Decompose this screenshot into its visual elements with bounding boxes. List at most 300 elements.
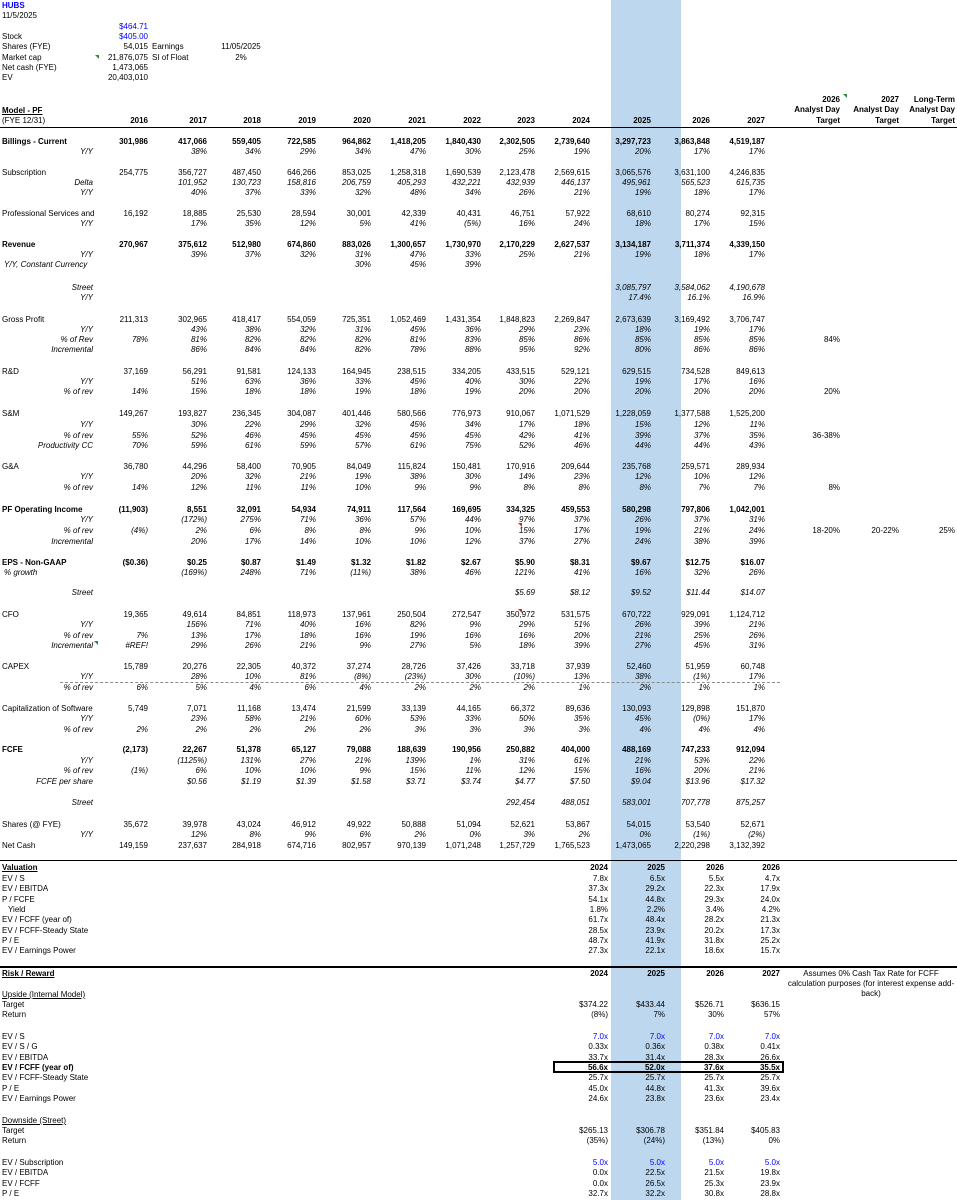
data-cell[interactable]: 37% [693,515,710,524]
data-cell[interactable]: 3% [578,725,590,734]
data-cell[interactable]: 37,426 [456,662,481,671]
data-cell[interactable]: 52% [518,441,535,450]
data-cell[interactable]: 1,300,657 [390,240,426,249]
data-cell[interactable]: 32% [244,472,261,481]
down-multiple-cell[interactable]: 25.3x [704,1178,724,1188]
data-cell[interactable]: 80,274 [685,209,710,218]
data-cell[interactable]: 18% [299,631,316,640]
data-cell[interactable]: 92% [573,345,590,354]
valuation-cell[interactable]: 6.5x [649,874,665,883]
data-cell[interactable]: 418,417 [232,315,261,324]
data-cell[interactable]: 16,192 [123,209,148,218]
data-cell[interactable]: 27% [573,537,590,546]
data-cell[interactable]: 1,525,200 [729,409,765,418]
data-cell[interactable]: 44% [464,515,481,524]
data-cell[interactable]: 30% [464,472,481,481]
data-cell[interactable]: 34% [244,147,261,156]
data-cell[interactable]: 4% [639,725,651,734]
data-cell[interactable]: 270,967 [119,240,148,249]
data-cell[interactable]: 39% [748,537,765,546]
valuation-cell[interactable]: 48.7x [588,935,608,945]
data-cell[interactable]: 82% [354,335,371,344]
data-cell[interactable]: 272,547 [452,610,481,619]
data-cell[interactable]: 248% [240,568,261,577]
data-cell[interactable]: 4% [359,683,371,692]
valuation-cell[interactable]: 5.5x [708,874,724,883]
data-cell[interactable]: 31% [748,641,765,650]
data-cell[interactable]: 20% [693,766,710,775]
data-cell[interactable]: 37% [244,250,261,259]
data-cell[interactable]: 2% [469,683,481,692]
data-cell[interactable]: 1% [753,683,765,692]
data-cell[interactable]: (169%) [181,568,207,577]
data-cell[interactable]: 51,378 [236,745,261,754]
data-cell[interactable]: 32% [299,250,316,259]
data-cell[interactable]: 121% [514,568,535,577]
data-cell[interactable]: 49,614 [182,610,207,619]
data-cell[interactable]: 18% [693,250,710,259]
data-cell[interactable]: 39,978 [182,820,207,829]
data-cell[interactable]: 284,918 [232,841,261,850]
data-cell[interactable]: 3,584,062 [674,283,710,292]
data-cell[interactable]: 15% [573,766,590,775]
data-cell[interactable]: 254,775 [119,168,148,177]
data-cell[interactable]: 1,228,059 [615,409,651,418]
data-cell[interactable]: 24% [634,537,651,546]
data-cell[interactable]: 68,610 [626,209,651,218]
data-cell[interactable]: 488,169 [622,745,651,754]
valuation-cell[interactable]: 27.3x [588,946,608,956]
data-cell[interactable]: 405,293 [397,178,426,187]
down-multiple-cell[interactable]: 0.0x [592,1178,608,1188]
summary-value[interactable]: $405.00 [119,32,148,41]
data-cell[interactable]: 17% [748,250,765,259]
valuation-year[interactable]: 2024 [590,863,608,872]
data-cell[interactable]: $14.07 [740,588,765,597]
data-cell[interactable]: 44,165 [456,704,481,713]
data-cell[interactable]: 433,515 [506,367,535,376]
data-cell[interactable]: 2% [414,683,426,692]
data-cell[interactable]: 459,553 [561,505,590,514]
data-cell[interactable]: 22% [573,377,590,386]
data-cell[interactable]: 130,093 [622,704,651,713]
down-multiple-cell[interactable]: 22.5x [645,1168,665,1178]
data-cell[interactable]: $0.56 [186,777,207,786]
data-cell[interactable]: 21% [299,641,316,650]
data-cell[interactable]: ($0.36) [122,558,148,567]
year-header-cell[interactable]: 2021 [408,116,426,125]
data-cell[interactable]: 583,001 [622,798,651,807]
data-cell[interactable]: 0% [639,830,651,839]
data-cell[interactable]: 26% [634,515,651,524]
data-cell[interactable]: 54,934 [291,505,316,514]
data-cell[interactable]: 85% [634,335,651,344]
data-cell[interactable]: 46% [464,568,481,577]
valuation-cell[interactable]: 37.3x [588,884,608,894]
data-cell[interactable]: 18% [518,641,535,650]
valuation-cell[interactable]: 25.2x [760,935,780,945]
data-cell[interactable]: 9% [469,620,481,629]
data-cell[interactable]: 17% [748,672,765,681]
data-cell[interactable]: 22% [244,420,261,429]
data-cell[interactable]: 81% [299,672,316,681]
data-cell[interactable]: 101,952 [178,178,207,187]
valuation-cell[interactable]: 48.4x [645,915,665,925]
data-cell[interactable]: 12% [634,472,651,481]
data-cell[interactable]: 17% [244,537,261,546]
data-cell[interactable]: 301,986 [119,137,148,146]
data-cell[interactable]: 9% [414,526,426,535]
data-cell[interactable]: 2,627,537 [554,240,590,249]
data-cell[interactable]: 36% [354,515,371,524]
multiple-cell[interactable]: 39.6x [760,1083,780,1093]
multiple-cell[interactable]: 41.3x [704,1083,724,1093]
valuation-cell[interactable]: 28.2x [704,915,724,925]
data-cell[interactable]: 912,094 [736,745,765,754]
data-cell[interactable]: 3,085,797 [615,283,651,292]
data-cell[interactable]: 49,922 [346,820,371,829]
data-cell[interactable]: 43,024 [236,820,261,829]
data-cell[interactable]: 95% [518,345,535,354]
upside-cell[interactable]: 57% [763,1010,780,1019]
data-cell[interactable]: $0.25 [186,558,207,567]
multiple-cell[interactable]: 23.4x [760,1093,780,1103]
data-cell[interactable]: 89,636 [565,704,590,713]
data-cell[interactable]: 629,515 [622,367,651,376]
year-header-cell[interactable]: 2019 [298,116,316,125]
data-cell[interactable]: 158,816 [287,178,316,187]
data-cell[interactable]: 41% [573,431,590,440]
data-cell[interactable]: 211,313 [119,315,148,324]
data-cell[interactable]: 14% [131,483,148,492]
data-cell[interactable]: 51% [190,377,207,386]
data-cell[interactable]: 80% [634,345,651,354]
data-cell[interactable]: 302,965 [178,315,207,324]
ticker[interactable]: HUBS [2,1,25,10]
data-cell[interactable]: 9% [304,830,316,839]
data-cell[interactable]: 250,504 [397,610,426,619]
data-cell[interactable]: 29% [299,147,316,156]
data-cell[interactable]: 86% [190,345,207,354]
data-cell[interactable]: 71% [299,515,316,524]
data-cell[interactable]: $5.69 [514,588,535,597]
data-cell[interactable]: 27% [409,641,426,650]
year-header-cell[interactable]: 2022 [463,116,481,125]
data-cell[interactable]: 2% [639,683,651,692]
valuation-cell[interactable]: 22.3x [704,884,724,894]
data-cell[interactable]: 26% [634,620,651,629]
downside-cell[interactable]: $306.78 [636,1126,665,1135]
target-cell[interactable]: 20% [823,387,840,396]
data-cell[interactable]: 37% [693,431,710,440]
data-cell[interactable]: 70,905 [291,462,316,471]
data-cell[interactable]: 1,840,430 [445,137,481,146]
data-cell[interactable]: 37% [244,188,261,197]
data-cell[interactable]: 2,569,615 [554,168,590,177]
multiple-cell[interactable]: 26.6x [760,1052,780,1062]
data-cell[interactable]: 20% [573,631,590,640]
data-cell[interactable]: 86% [748,345,765,354]
data-cell[interactable]: 91,581 [236,367,261,376]
data-cell[interactable]: 30% [190,420,207,429]
data-cell[interactable]: 2% [304,725,316,734]
data-cell[interactable]: 85% [693,335,710,344]
data-cell[interactable]: 16% [518,219,535,228]
data-cell[interactable]: (1%) [693,672,710,681]
data-cell[interactable]: 83% [464,335,481,344]
data-cell[interactable]: 1,124,712 [729,610,765,619]
data-cell[interactable]: 17% [190,219,207,228]
data-cell[interactable]: 38% [409,568,426,577]
multiple-cell[interactable]: 45.0x [588,1083,608,1093]
data-cell[interactable]: 86% [693,345,710,354]
data-cell[interactable]: $2.67 [460,558,481,567]
data-cell[interactable]: 3,863,848 [674,137,710,146]
valuation-cell[interactable]: 23.9x [645,925,665,935]
data-cell[interactable]: 131% [240,756,261,765]
data-cell[interactable]: 21% [573,188,590,197]
data-cell[interactable]: 45% [409,377,426,386]
data-cell[interactable]: $17.32 [740,777,765,786]
data-cell[interactable]: $1.19 [240,777,261,786]
data-cell[interactable]: 375,612 [178,240,207,249]
data-cell[interactable]: 2% [414,830,426,839]
data-cell[interactable]: 41% [409,219,426,228]
data-cell[interactable]: 1,418,205 [390,137,426,146]
data-cell[interactable]: 28,726 [401,662,426,671]
data-cell[interactable]: 71% [244,620,261,629]
data-cell[interactable]: 529,121 [561,367,590,376]
data-cell[interactable]: 18% [634,219,651,228]
data-cell[interactable]: 3,631,100 [674,168,710,177]
data-cell[interactable]: 23% [573,472,590,481]
data-cell[interactable]: 802,957 [342,841,371,850]
multiple-cell[interactable]: 25.7x [704,1073,724,1083]
data-cell[interactable]: 39% [190,250,207,259]
valuation-year[interactable]: 2026 [706,863,724,872]
data-cell[interactable]: (11%) [350,568,371,577]
data-cell[interactable]: 10% [693,472,710,481]
data-cell[interactable]: 875,257 [736,798,765,807]
data-cell[interactable]: 14% [518,472,535,481]
data-cell[interactable]: 10% [464,526,481,535]
data-cell[interactable]: 17% [693,219,710,228]
data-cell[interactable]: $8.31 [569,558,590,567]
data-cell[interactable]: 31% [354,325,371,334]
data-cell[interactable]: 129,898 [681,704,710,713]
down-multiple-cell[interactable]: 5.0x [708,1158,724,1167]
year-header-cell[interactable]: 2025 [633,116,651,125]
data-cell[interactable]: $13.96 [685,777,710,786]
valuation-cell[interactable]: 41.9x [645,935,665,945]
data-cell[interactable]: 51,094 [456,820,481,829]
data-cell[interactable]: 45% [409,420,426,429]
data-cell[interactable]: 29% [518,620,535,629]
data-cell[interactable]: 27% [299,756,316,765]
valuation-cell[interactable]: 54.1x [588,894,608,904]
data-cell[interactable]: 59% [299,441,316,450]
data-cell[interactable]: 259,571 [681,462,710,471]
data-cell[interactable]: 11% [300,483,316,492]
data-cell[interactable]: 88% [464,345,481,354]
data-cell[interactable]: 33% [464,250,481,259]
data-cell[interactable]: 404,000 [561,745,590,754]
data-cell[interactable]: 45% [464,431,481,440]
data-cell[interactable]: 6% [359,830,371,839]
data-cell[interactable]: 30% [464,672,481,681]
down-multiple-cell[interactable]: 5.0x [764,1158,780,1167]
data-cell[interactable]: $9.67 [630,558,651,567]
data-cell[interactable]: 2,673,639 [615,315,651,324]
down-multiple-cell[interactable]: 32.7x [588,1188,608,1198]
data-cell[interactable]: 33,139 [401,704,426,713]
data-cell[interactable]: 2,269,847 [554,315,590,324]
data-cell[interactable]: 26% [518,188,535,197]
downside-cell[interactable]: (13%) [702,1136,724,1145]
down-multiple-cell[interactable]: 0.0x [592,1168,608,1178]
data-cell[interactable]: 82% [244,335,261,344]
data-cell[interactable]: 31% [748,515,765,524]
data-cell[interactable]: 8% [578,483,590,492]
data-cell[interactable]: 33% [464,714,481,723]
data-cell[interactable]: 1,431,354 [445,315,481,324]
data-cell[interactable]: 81% [409,335,426,344]
data-cell[interactable]: (5%) [464,219,481,228]
data-cell[interactable]: (10%) [513,672,535,681]
data-cell[interactable]: 1,257,729 [499,841,535,850]
upside-cell[interactable]: $636.15 [751,1000,780,1009]
data-cell[interactable]: 169,695 [452,505,481,514]
data-cell[interactable]: $1.32 [350,558,371,567]
data-cell[interactable]: 81% [190,335,207,344]
risk-year[interactable]: 2026 [706,969,724,978]
data-cell[interactable]: 206,759 [342,178,371,187]
data-cell[interactable]: 15,789 [123,662,148,671]
data-cell[interactable]: 26% [244,641,261,650]
data-cell[interactable]: 82% [299,335,316,344]
valuation-year[interactable]: 2026 [762,863,780,872]
data-cell[interactable]: 15% [409,766,426,775]
valuation-cell[interactable]: 18.6x [704,946,724,956]
data-cell[interactable]: 13,474 [291,704,316,713]
valuation-cell[interactable]: 7.8x [592,874,608,883]
data-cell[interactable]: 334,325 [506,505,535,514]
data-cell[interactable]: 65,127 [291,745,316,754]
data-cell[interactable]: 36,780 [123,462,148,471]
data-cell[interactable]: 46% [573,441,590,450]
multiple-cell[interactable]: 37.6x [703,1062,724,1072]
data-cell[interactable]: 9% [359,766,371,775]
data-cell[interactable]: 25% [518,147,535,156]
down-multiple-cell[interactable]: 23.9x [760,1178,780,1188]
upside-cell[interactable]: $433.44 [636,1000,665,1009]
data-cell[interactable]: (172%) [181,515,207,524]
data-cell[interactable]: 9% [414,483,426,492]
data-cell[interactable]: 10% [354,483,371,492]
data-cell[interactable]: 16% [748,377,765,386]
data-cell[interactable]: 164,945 [342,367,371,376]
valuation-cell[interactable]: 17.9x [760,884,780,894]
data-cell[interactable]: 82% [354,345,371,354]
data-cell[interactable]: 20% [190,537,207,546]
valuation-year[interactable]: 2025 [647,863,665,872]
data-cell[interactable]: 9% [359,641,371,650]
multiple-cell[interactable]: 44.8x [645,1083,665,1093]
data-cell[interactable]: 16% [354,631,371,640]
data-cell[interactable]: 5,749 [127,704,148,713]
data-cell[interactable]: 674,716 [287,841,316,850]
data-cell[interactable]: 40% [190,188,207,197]
data-cell[interactable]: 33% [299,188,316,197]
data-cell[interactable]: 32% [354,188,371,197]
data-cell[interactable]: 82% [409,620,426,629]
data-cell[interactable]: 52% [190,431,207,440]
data-cell[interactable]: 53% [409,714,426,723]
data-cell[interactable]: 417,066 [178,137,207,146]
data-cell[interactable]: 70% [131,441,148,450]
data-cell[interactable]: 20% [748,387,765,396]
data-cell[interactable]: 531,575 [561,610,590,619]
data-cell[interactable]: 8% [523,483,535,492]
data-cell[interactable]: 12% [693,420,710,429]
upside-cell[interactable]: (8%) [591,1010,608,1019]
data-cell[interactable]: 4,190,678 [729,283,765,292]
data-cell[interactable]: 446,137 [561,178,590,187]
data-cell[interactable]: (11,903) [118,505,148,514]
data-cell[interactable]: 8% [249,830,261,839]
data-cell[interactable]: $16.07 [740,558,765,567]
data-cell[interactable]: $5.90 [514,558,535,567]
down-multiple-cell[interactable]: 26.5x [645,1178,665,1188]
target-cell[interactable]: 8% [828,483,840,492]
data-cell[interactable]: 7,071 [186,704,207,713]
multiple-cell[interactable]: 25.7x [588,1073,608,1083]
as-of-date[interactable]: 11/5/2025 [2,11,37,20]
target-header-l3[interactable]: Target [931,116,955,125]
data-cell[interactable]: 11% [749,420,765,429]
multiple-cell[interactable]: 0.36x [645,1042,665,1052]
data-cell[interactable]: 5% [469,641,481,650]
data-cell[interactable]: 130,723 [232,178,261,187]
target-cell[interactable]: 20-22% [871,526,899,535]
data-cell[interactable]: 5% [195,683,207,692]
data-cell[interactable]: 137,961 [342,610,371,619]
data-cell[interactable]: 289,934 [736,462,765,471]
valuation-cell[interactable]: 29.2x [645,884,665,894]
data-cell[interactable]: $7.50 [569,777,590,786]
data-cell[interactable]: 63% [244,377,261,386]
data-cell[interactable]: 61% [244,441,261,450]
data-cell[interactable]: 3,134,187 [615,240,651,249]
data-cell[interactable]: 3,706,747 [729,315,765,324]
multiple-cell[interactable]: 7.0x [649,1032,665,1041]
data-cell[interactable]: 40% [464,377,481,386]
data-cell[interactable]: 124,133 [287,367,316,376]
data-cell[interactable]: 3% [414,725,426,734]
multiple-cell[interactable]: 0.41x [760,1042,780,1052]
model-title[interactable]: Model - PF [2,106,43,115]
multiple-cell[interactable]: 33.7x [588,1052,608,1062]
down-multiple-cell[interactable]: 5.0x [592,1158,608,1167]
data-cell[interactable]: 36% [299,377,316,386]
data-cell[interactable]: 44% [634,441,651,450]
data-cell[interactable]: 34% [464,188,481,197]
data-cell[interactable]: 15% [190,387,207,396]
data-cell[interactable]: 45% [409,431,426,440]
data-cell[interactable]: 275% [240,515,261,524]
data-cell[interactable]: 209,644 [561,462,590,471]
target-header-l2[interactable]: Analyst Day [909,105,955,114]
